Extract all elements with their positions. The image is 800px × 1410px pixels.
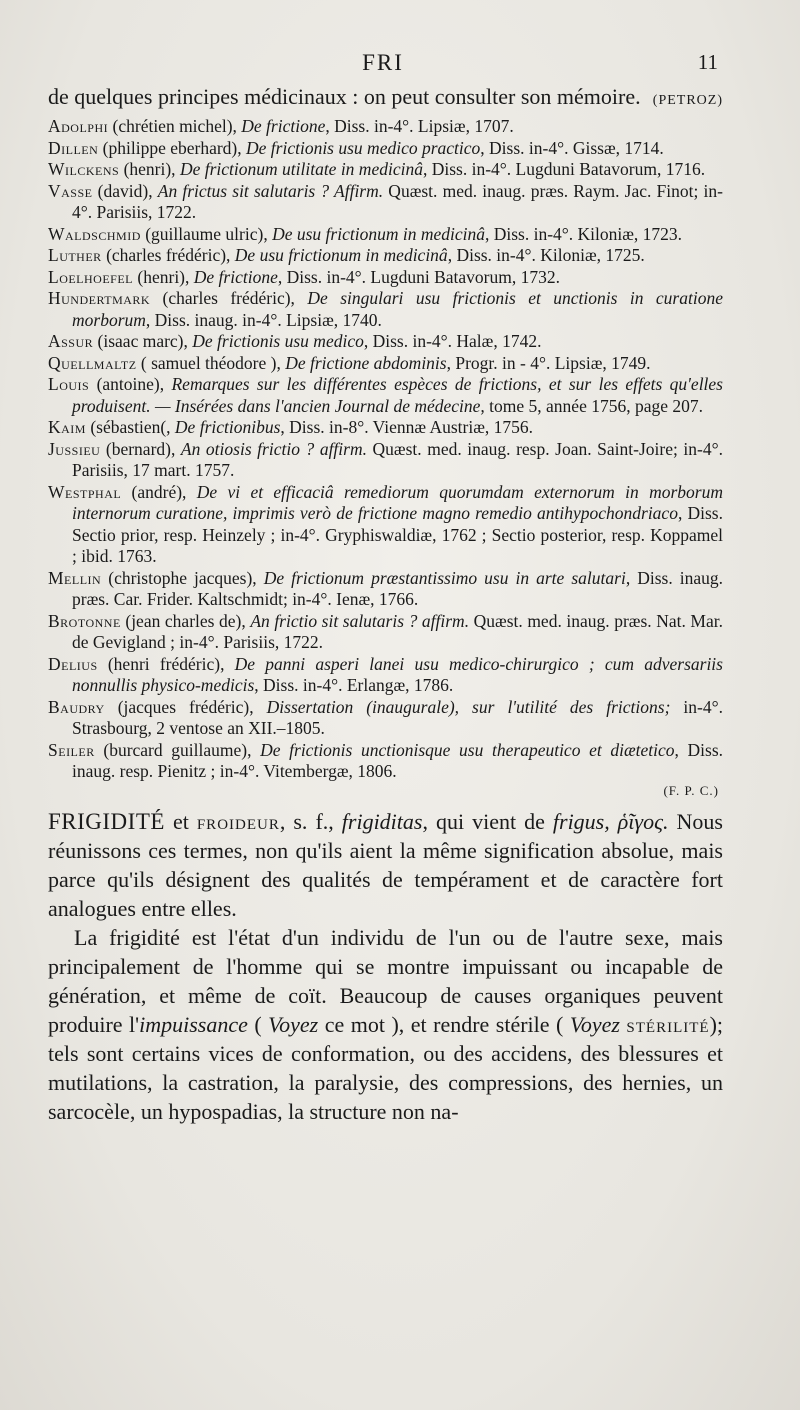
entry-author: Loelhoefel bbox=[48, 266, 134, 287]
text-run: Nous réunissons ces termes, non qu'ils aient la même signification absolue, mais parce qu'ils désignent des qualités de tempérament et de caractère fort analogues entre elles. bbox=[48, 808, 723, 921]
entry-name: (isaac marc), bbox=[93, 331, 193, 351]
bibliography-list bbox=[48, 116, 723, 783]
entry-author: Brotonne bbox=[48, 610, 121, 631]
entry-author: Mellin bbox=[48, 567, 102, 588]
entry-author: Wilckens bbox=[48, 159, 120, 179]
text-run: frigus, ῥῖγος. bbox=[552, 808, 669, 834]
bibliography-entry bbox=[48, 181, 723, 224]
entry-title: De frictione abdominis bbox=[285, 352, 447, 373]
entry-name: (guillaume ulric), bbox=[140, 223, 273, 244]
text-run: frigiditas bbox=[341, 808, 423, 834]
entry-name: (burcard guillaume), bbox=[94, 739, 261, 760]
entry-title: De frictionum utilitate in medicinâ bbox=[179, 159, 423, 179]
entry-details: , Diss. in-4°. Lugduni Batavorum, 1716. bbox=[422, 159, 706, 179]
text-run: , s. f., bbox=[279, 808, 342, 834]
entry-details: , Diss. in-4°. Gissæ, 1714. bbox=[480, 137, 664, 158]
bibliography-entry bbox=[48, 374, 723, 417]
entry-title: De panni asperi lanei usu medico-chirurgico ; cum adversariis nonnullis physico-medicis bbox=[72, 653, 723, 695]
entry-name: (david), bbox=[92, 180, 158, 201]
headword: FRIGIDITÉ bbox=[48, 808, 165, 834]
text-run: La frigidité est l'état d'un individu de l'un ou de l'autre sexe, mais principalement de l'homme qui se montre impuissant ou incapable de génération, et même de coït. Beaucoup de causes organiques peuvent produire l' bbox=[48, 924, 723, 1037]
entry-details: , Diss. in-4°. Kiloniæ, 1725. bbox=[447, 245, 645, 265]
bibliography-entry bbox=[48, 288, 723, 331]
entry-author: Adolphi bbox=[48, 116, 109, 136]
bibliography-entry bbox=[48, 267, 723, 289]
bibliography-entry bbox=[48, 245, 723, 267]
entry-name: (andré), bbox=[121, 481, 197, 502]
entry-name: (antoine), bbox=[89, 374, 172, 394]
entry-name: (chrétien michel), bbox=[108, 116, 242, 136]
entry-author: Westphal bbox=[48, 481, 122, 502]
entry-title: De usu frictionum in medicinâ bbox=[234, 245, 448, 265]
entry-title: De usu frictionum in medicinâ bbox=[272, 223, 485, 244]
bibliography-entry bbox=[48, 439, 723, 482]
entry-name: (charles frédéric), bbox=[101, 245, 235, 265]
page-number: 11 bbox=[697, 50, 718, 74]
text-run: impuissance bbox=[139, 1011, 248, 1037]
intro-text: de quelques principes médicinaux : on peut consulter son mémoire. bbox=[48, 84, 641, 109]
entry-name: (sébastien(, bbox=[85, 417, 175, 437]
entry-title: De frictione bbox=[241, 116, 326, 136]
entry-author: Assur bbox=[48, 331, 94, 351]
bibliography-entry bbox=[48, 116, 723, 138]
article-paragraph-1 bbox=[48, 807, 723, 923]
text-run: et bbox=[164, 808, 197, 834]
bibliography-entry bbox=[48, 568, 723, 611]
entry-details: , Diss. in-4°. Halæ, 1742. bbox=[363, 331, 542, 351]
entry-title: An frictus sit salutaris ? Affirm. bbox=[157, 180, 384, 201]
text-run: ); tels sont certains vices de conformation, ou des accidens, des blessures et mutilations, la castration, la paralysie, des compressions, des hernies, un sarcocèle, un hypospadias, la structure non na- bbox=[48, 1011, 724, 1124]
entry-details: , Diss. in-4°. Kiloniæ, 1723. bbox=[484, 223, 683, 244]
text-run: stérilité bbox=[626, 1011, 710, 1037]
bibliography-entry bbox=[48, 331, 723, 353]
entry-details: , Diss. Sectio prior, resp. Heinzely ; in-4°. Gryphiswaldiæ, 1762 ; Sectio posterior, resp. Koppamel ; ibid. 1763. bbox=[72, 503, 723, 566]
entry-author: Hundertmark bbox=[48, 288, 151, 308]
entry-author: Jussieu bbox=[48, 438, 101, 459]
bibliography-entry bbox=[48, 159, 723, 181]
bibliography-entry bbox=[48, 138, 723, 160]
entry-title: De vi et efficaciâ remediorum quorumdam externorum in morborum internorum curatione, imprimis verò de frictione magno remedio antihypochondriaco bbox=[72, 481, 723, 523]
entry-name: (jacques frédéric), bbox=[104, 696, 267, 717]
entry-author: Quellmaltz bbox=[48, 352, 137, 373]
page-header bbox=[48, 50, 718, 80]
bibliography-entry bbox=[48, 353, 723, 375]
article-frigidite bbox=[48, 807, 723, 1126]
entry-title: De frictionibus bbox=[174, 417, 281, 437]
entry-details: , Diss. in-8°. Viennæ Austriæ, 1756. bbox=[280, 417, 533, 437]
bibliography-entry bbox=[48, 482, 723, 568]
entry-author: Dillen bbox=[48, 137, 99, 158]
entry-details: , Diss. in-4°. Lipsiæ, 1707. bbox=[325, 116, 514, 136]
intro-paragraph bbox=[48, 84, 723, 114]
entry-title: De frictione bbox=[193, 266, 278, 287]
entry-details: , Progr. in - 4°. Lipsiæ, 1749. bbox=[446, 352, 651, 373]
bibliography-entry bbox=[48, 224, 723, 246]
entry-details: in-4°. Strasbourg, 2 ventose an XII.–1805. bbox=[72, 696, 723, 738]
entry-details: Quæst. med. inaug. præs. Raym. Jac. Finot; in-4°. Parisiis, 1722. bbox=[72, 180, 723, 222]
bibliography-signature: (F. P. C.) bbox=[663, 782, 719, 798]
entry-name: (christophe jacques), bbox=[101, 567, 264, 588]
entry-details: , Diss. inaug. præs. Car. Frider. Kaltschmidt; in-4°. Ienæ, 1766. bbox=[72, 567, 724, 609]
text-run: ( bbox=[247, 1011, 269, 1037]
entry-name: (charles frédéric), bbox=[150, 288, 308, 308]
entry-title: An otiosis frictio ? affirm. bbox=[180, 438, 367, 459]
entry-details: , Diss. in-4°. Erlangæ, 1786. bbox=[254, 675, 454, 695]
entry-details: , Diss. in-4°. Lugduni Batavorum, 1732. bbox=[277, 266, 560, 287]
entry-name: (bernard), bbox=[100, 438, 181, 459]
running-head: FRI bbox=[362, 50, 404, 75]
entry-author: Baudry bbox=[48, 696, 105, 717]
entry-details: tome 5, année 1756, page 207. bbox=[484, 395, 703, 416]
entry-title: An frictio sit salutaris ? affirm. bbox=[250, 610, 470, 631]
page-content bbox=[48, 84, 723, 1126]
entry-name: (henri), bbox=[119, 159, 180, 179]
entry-title: Remarques sur les différentes espèces de frictions, et sur les effets qu'elles produisent. — Insérées dans l'ancien Journal de médecine, bbox=[72, 374, 723, 416]
entry-title: De frictionum præstantissimo usu in arte salutari bbox=[263, 567, 626, 588]
text-run: Voyez bbox=[268, 1011, 319, 1037]
entry-author: Vasse bbox=[48, 180, 93, 201]
entry-details: , Diss. inaug. in-4°. Lipsiæ, 1740. bbox=[145, 309, 382, 330]
bibliography-entry bbox=[48, 654, 723, 697]
entry-name: (henri frédéric), bbox=[97, 653, 235, 674]
bibliography-entry bbox=[48, 611, 723, 654]
entry-name: ( samuel théodore ), bbox=[136, 352, 286, 373]
bibliography-entry bbox=[48, 697, 723, 740]
article-paragraph-2 bbox=[48, 923, 723, 1126]
entry-author: Luther bbox=[48, 245, 102, 265]
entry-title: De frictionis unctionisque usu therapeutico et diætetico bbox=[260, 739, 675, 760]
entry-title: De frictionis usu medico bbox=[192, 331, 364, 351]
entry-name: (philippe eberhard), bbox=[98, 137, 247, 158]
text-run: froideur bbox=[196, 808, 280, 834]
entry-author: Kaim bbox=[48, 417, 86, 437]
bibliography-entry bbox=[48, 417, 723, 439]
entry-title: De singulari usu frictionis et unctionis in curatione morborum bbox=[72, 288, 723, 330]
entry-details: Quæst. med. inaug. præs. Nat. Mar. de Gevigland ; in-4°. Parisiis, 1722. bbox=[72, 610, 723, 652]
entry-author: Louis bbox=[48, 374, 90, 394]
entry-title: De frictionis usu medico practico bbox=[246, 137, 481, 158]
text-run: ce mot ), et rendre stérile ( bbox=[318, 1011, 570, 1037]
text-run: Voyez bbox=[569, 1011, 620, 1037]
text-run: , qui vient de bbox=[422, 808, 553, 834]
entry-author: Waldschmid bbox=[48, 223, 141, 244]
entry-details: Quæst. med. inaug. resp. Joan. Saint-Joire; in-4°. Parisiis, 17 mart. 1757. bbox=[72, 438, 723, 480]
entry-title: Dissertation (inaugurale), sur l'utilité des frictions; bbox=[266, 696, 671, 717]
entry-name: (jean charles de), bbox=[120, 610, 251, 631]
entry-author: Delius bbox=[48, 653, 98, 674]
intro-signature: (PETROZ) bbox=[652, 93, 723, 108]
entry-name: (henri), bbox=[133, 266, 194, 287]
entry-details: , Diss. inaug. resp. Pienitz ; in-4°. Vitembergæ, 1806. bbox=[72, 739, 724, 781]
bibliography-entry bbox=[48, 740, 723, 783]
entry-author: Seiler bbox=[48, 739, 95, 760]
